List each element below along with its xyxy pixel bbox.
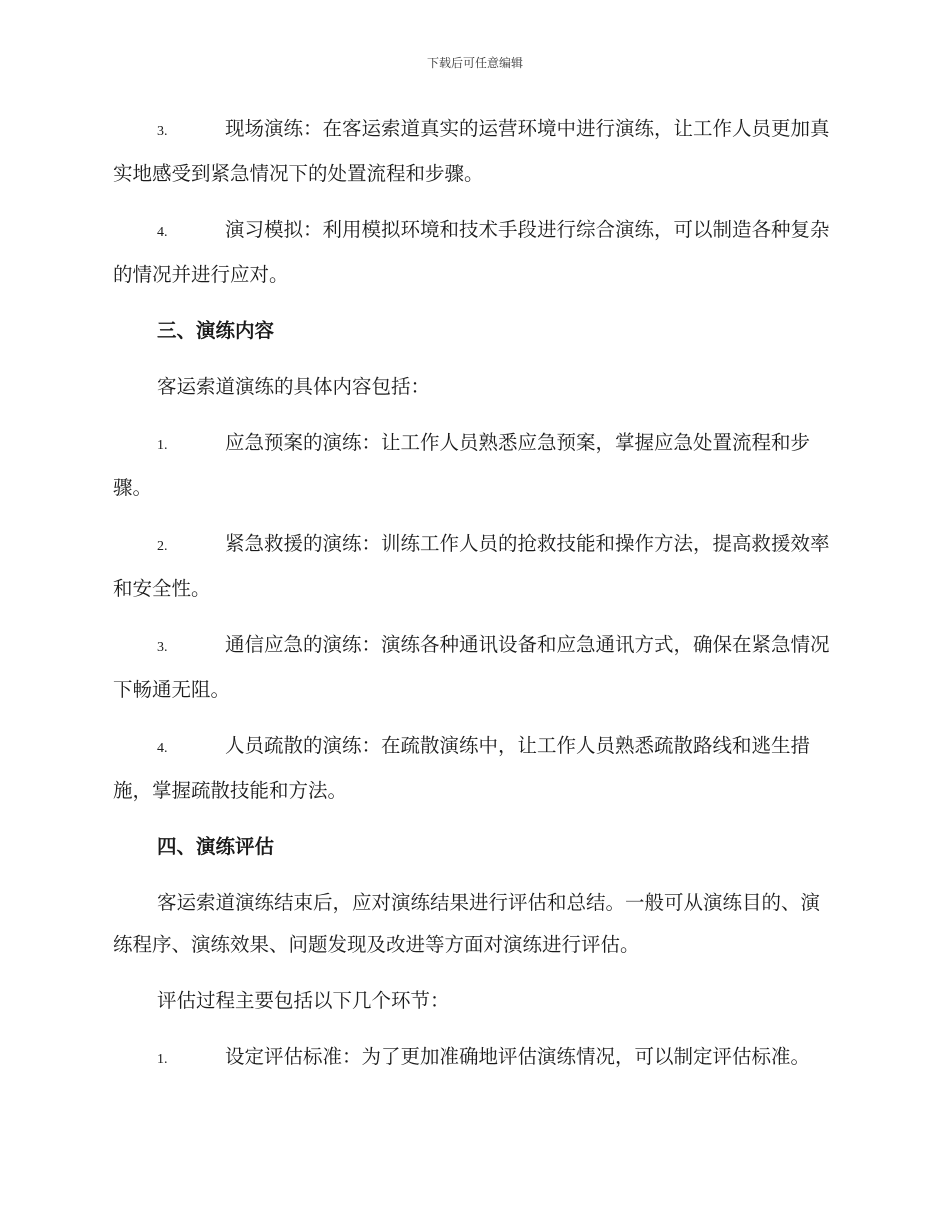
section-heading: 四、演练评估 <box>157 835 275 858</box>
list-item <box>113 523 833 610</box>
list-number: 3. <box>157 640 168 655</box>
list-number: 1. <box>157 438 168 453</box>
list-number: 4. <box>157 225 168 240</box>
list-text: 演习模拟：利用模拟环境和技术手段进行综合演练，可以制造各种复杂的情况并进行应对。 <box>113 218 830 286</box>
document-body <box>113 108 833 1095</box>
page-header: 下载后可任意编辑 <box>426 56 523 70</box>
section-heading: 三、演练内容 <box>157 319 275 342</box>
list-item <box>113 1036 833 1081</box>
list-text: 设定评估标准：为了更加准确地评估演练情况，可以制定评估标准。 <box>225 1045 811 1068</box>
list-text: 人员疏散的演练：在疏散演练中，让工作人员熟悉疏散路线和逃生措施，掌握疏散技能和方法。 <box>113 734 811 802</box>
list-text: 紧急救援的演练：训练工作人员的抢救技能和操作方法，提高救援效率和安全性。 <box>113 532 830 600</box>
list-item <box>113 209 833 296</box>
list-text: 通信应急的演练：演练各种通讯设备和应急通讯方式，确保在紧急情况下畅通无阻。 <box>113 633 830 701</box>
paragraph: 评估过程主要包括以下几个环节： <box>157 989 450 1012</box>
list-number: 3. <box>157 124 168 139</box>
list-number: 2. <box>157 539 168 554</box>
list-item <box>113 725 833 812</box>
paragraph: 客运索道演练的具体内容包括： <box>157 375 431 398</box>
paragraph: 客运索道演练结束后，应对演练结果进行评估和总结。一般可从演练目的、演练程序、演练效果、问题发现及改进等方面对演练进行评估。 <box>113 891 821 956</box>
list-item <box>113 108 833 195</box>
list-number: 1. <box>157 1052 168 1067</box>
list-text: 现场演练：在客运索道真实的运营环境中进行演练，让工作人员更加真实地感受到紧急情况下的处置流程和步骤。 <box>113 117 830 185</box>
list-text: 应急预案的演练：让工作人员熟悉应急预案，掌握应急处置流程和步骤。 <box>113 431 811 499</box>
list-item <box>113 624 833 711</box>
list-item <box>113 422 833 509</box>
list-number: 4. <box>157 741 168 756</box>
